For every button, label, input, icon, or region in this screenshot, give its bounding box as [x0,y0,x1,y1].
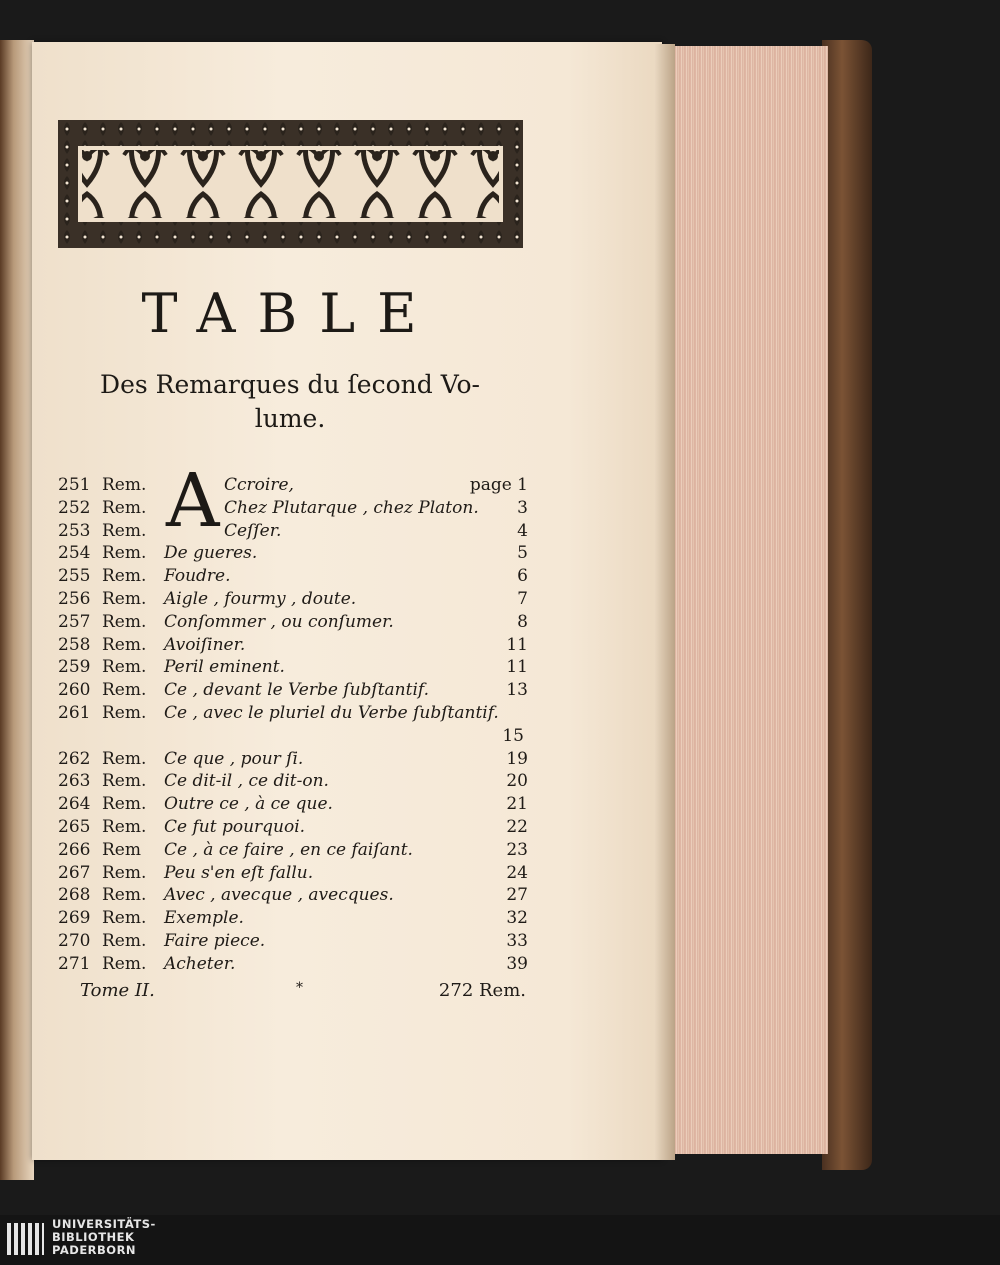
remark-topic: Aigle , fourmy , doute. [164,588,357,609]
remark-abbrev: Rem. [102,771,147,792]
page-number: 3 [517,497,528,518]
page-number: 32 [506,908,528,929]
remark-number: 271 [58,953,91,974]
table-row [58,656,528,679]
left-page-edge [0,40,34,1180]
library-name-line: PADERBORN [52,1243,137,1257]
page-number: 20 [506,771,528,792]
library-logo-icon [6,1219,44,1259]
remark-abbrev: Rem. [102,634,147,655]
remark-number: 263 [58,771,91,792]
remark-number: 259 [58,657,91,678]
remark-number: 260 [58,680,91,701]
remark-abbrev: Rem. [102,908,147,929]
page-number: 24 [506,862,528,883]
table-row [58,793,528,816]
table-of-remarks [58,474,528,976]
remark-topic: Faire piece. [164,930,266,951]
page-number: 6 [517,566,528,587]
table-row [58,884,528,907]
subtitle-line-1: Des Remarques du ſecond Vo- [100,370,480,399]
remark-topic: Acheter. [164,953,236,974]
page-footer [60,980,526,1004]
table-row [58,520,528,543]
page-number: 5 [517,543,528,564]
remark-topic: Ceſſer. [224,520,282,541]
page-fore-edge [666,46,828,1154]
remark-number: 262 [58,748,91,769]
page-title: TABLE [141,282,439,345]
remark-abbrev: Rem. [102,611,147,632]
page-number: page 1 [469,475,528,495]
remark-topic: Outre ce , à ce que. [164,794,333,815]
remark-number: 252 [58,497,91,518]
remark-topic: Ce dit-il , ce dit-on. [164,771,329,792]
remark-abbrev: Rem. [102,657,147,678]
table-row [58,953,528,976]
remark-topic: Ce que , pour ſi. [164,748,304,769]
remark-topic: Exemple. [164,908,244,929]
table-row [58,497,528,520]
table-row [58,907,528,930]
page-number: 23 [506,839,528,860]
remark-topic: Conſommer , ou conſumer. [164,611,394,632]
page-number: 19 [506,748,528,769]
page-number: 27 [506,885,528,906]
table-row [58,588,528,611]
remark-topic: Chez Plutarque , chez Platon. [224,497,479,518]
remark-number: 257 [58,611,91,632]
page-number: 11 [506,634,528,655]
book-binding [822,40,872,1170]
remark-number: 268 [58,885,91,906]
remark-abbrev: Rem. [102,475,147,495]
table-row-continuation [58,725,528,748]
remark-number: 270 [58,930,91,951]
table-row [58,930,528,953]
page-number: 33 [506,930,528,951]
remark-topic: Peril eminent. [164,657,285,678]
remark-number: 254 [58,543,91,564]
remark-topic: De gueres. [164,543,258,564]
remark-abbrev: Rem. [102,543,147,564]
decorative-headpiece [58,120,523,248]
remark-abbrev: Rem. [102,862,147,883]
remark-abbrev: Rem. [102,930,147,951]
table-row [58,839,528,862]
remark-number: 264 [58,794,91,815]
remark-number: 266 [58,839,91,860]
table-row [58,474,528,497]
table-row [58,816,528,839]
table-row [58,770,528,793]
table-row [58,748,528,771]
table-row [58,679,528,702]
page-number: 15 [502,725,524,746]
catchword: 272 Rem. [438,980,526,1001]
remark-topic: Ce , avec le pluriel du Verbe ſubſtantif. [164,702,499,723]
table-row [58,634,528,657]
remark-topic: Foudre. [164,566,231,587]
page-gutter [655,44,675,1160]
page-number: 8 [517,611,528,632]
remark-abbrev: Rem. [102,680,147,701]
page-subtitle [60,368,520,436]
table-row [58,611,528,634]
library-logo-bar [0,1215,1000,1265]
remark-topic: Peu s'en eſt fallu. [164,862,314,883]
remark-topic: Ce , à ce faire , en ce faiſant. [164,839,413,860]
drop-cap: A [166,458,220,544]
page-number: 4 [517,520,528,541]
table-row [58,565,528,588]
library-name-line: BIBLIOTHEK [52,1230,135,1244]
remark-abbrev: Rem. [102,816,147,837]
remark-number: 256 [58,588,91,609]
remark-number: 251 [58,475,91,495]
remark-topic: Ce , devant le Verbe ſubſtantif. [164,680,429,701]
remark-topic: Ccroire, [224,475,294,495]
remark-topic: Ce fut pourquoi. [164,816,306,837]
remark-number: 269 [58,908,91,929]
page-number: 7 [517,588,528,609]
remark-abbrev: Rem. [102,702,147,723]
remark-abbrev: Rem. [102,497,147,518]
remark-topic: Avoiſiner. [164,634,246,655]
remark-number: 267 [58,862,91,883]
subtitle-line-2: lume. [254,404,326,433]
remark-number: 265 [58,816,91,837]
library-name-line: UNIVERSITÄTS- [52,1217,156,1231]
remark-topic: Avec , avecque , avecques. [164,885,394,906]
table-row [58,862,528,885]
remark-number: 261 [58,702,91,723]
library-name [52,1218,156,1257]
table-row [58,702,528,725]
remark-abbrev: Rem. [102,953,147,974]
remark-abbrev: Rem. [102,794,147,815]
page-number: 13 [506,680,528,701]
remark-number: 258 [58,634,91,655]
remark-abbrev: Rem. [102,566,147,587]
volume-signature: Tome II. [80,980,155,1001]
remark-number: 253 [58,520,91,541]
signature-mark: * [296,980,303,996]
page-number: 21 [506,794,528,815]
remark-abbrev: Rem. [102,588,147,609]
remark-abbrev: Rem [102,839,141,860]
remark-number: 255 [58,566,91,587]
page-number: 22 [506,816,528,837]
remark-abbrev: Rem. [102,520,147,541]
remark-abbrev: Rem. [102,748,147,769]
page-number: 11 [506,657,528,678]
table-row [58,542,528,565]
remark-abbrev: Rem. [102,885,147,906]
page-number: 39 [506,953,528,974]
